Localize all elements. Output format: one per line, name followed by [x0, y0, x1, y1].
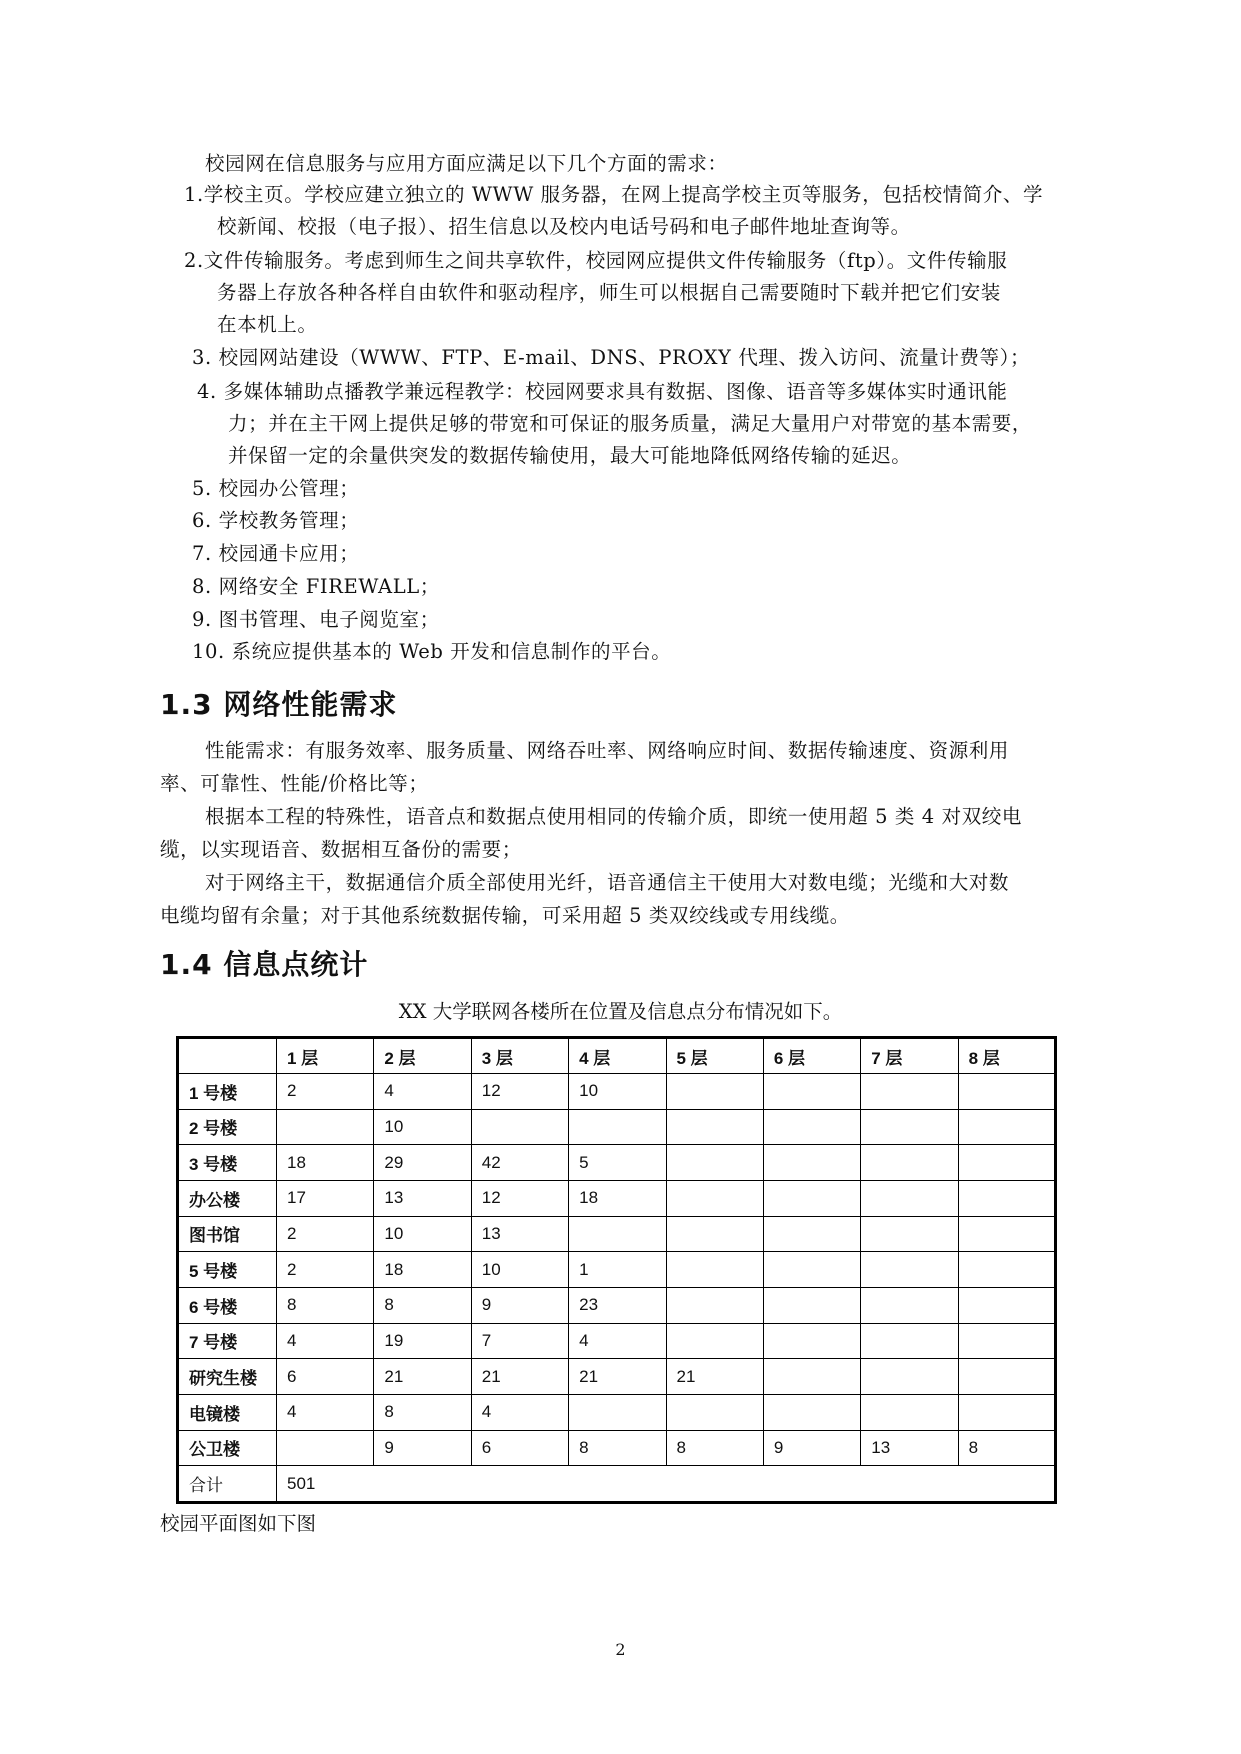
- table-cell: [763, 1074, 860, 1110]
- row-label-cell: 研究生楼: [178, 1359, 277, 1395]
- table-cell: [763, 1359, 860, 1395]
- table-cell: 9: [374, 1430, 471, 1466]
- table-cell: [666, 1394, 763, 1430]
- table-cell: 2: [277, 1252, 374, 1288]
- table-cell: [763, 1109, 860, 1145]
- row-label-cell: 公卫楼: [178, 1430, 277, 1466]
- table-row: [178, 1252, 1056, 1288]
- table-cell: 4: [471, 1394, 568, 1430]
- table-header-cell: 2 层: [374, 1038, 471, 1074]
- table-header-cell: 5 层: [666, 1038, 763, 1074]
- table-cell: [861, 1252, 958, 1288]
- table-cell: [958, 1109, 1055, 1145]
- table-cell: [958, 1394, 1055, 1430]
- list-item-9: 9. 图书管理、电子阅览室；: [192, 608, 440, 631]
- table-cell: [277, 1109, 374, 1145]
- table-row: [178, 1430, 1056, 1466]
- list-item-4-cont: 力；并在主干网上提供足够的带宽和可保证的服务质量，满足大量用户对带宽的基本需要，: [228, 412, 1033, 435]
- table-row: [178, 1145, 1056, 1181]
- table-row: [178, 1109, 1056, 1145]
- row-label-cell: 6 号楼: [178, 1287, 277, 1323]
- table-cell: [861, 1109, 958, 1145]
- table-cell: [471, 1109, 568, 1145]
- row-label-cell: 3 号楼: [178, 1145, 277, 1181]
- table-cell: 12: [471, 1074, 568, 1110]
- table-header-cell: 4 层: [569, 1038, 666, 1074]
- table-row: [178, 1074, 1056, 1110]
- table-cell: 5: [569, 1145, 666, 1181]
- table-cell: [861, 1145, 958, 1181]
- table-cell: [861, 1323, 958, 1359]
- list-item-2: 2.文件传输服务。考虑到师生之间共享软件，校园网应提供文件传输服务（ftp）。文件传输服: [184, 249, 1008, 272]
- table-cell: 8: [277, 1287, 374, 1323]
- paragraph-backbone: 对于网络主干，数据通信介质全部使用光纤，语音通信主干使用大对数电缆；光缆和大对数: [205, 871, 1010, 894]
- table-cell: [958, 1359, 1055, 1395]
- table-header-row: [178, 1038, 1056, 1074]
- list-item-4-cont2: 并保留一定的余量供突发的数据传输使用，最大可能地降低网络传输的延迟。: [228, 444, 912, 467]
- list-item-1-cont: 校新闻、校报（电子报）、招生信息以及校内电话号码和电子邮件地址查询等。: [217, 215, 911, 238]
- table-cell: [763, 1287, 860, 1323]
- table-cell: 6: [471, 1430, 568, 1466]
- list-item-2-cont: 务器上存放各种各样自由软件和驱动程序，师生可以根据自己需要随时下载并把它们安装: [217, 281, 1001, 304]
- table-cell: [666, 1180, 763, 1216]
- table-cell: 10: [374, 1109, 471, 1145]
- table-cell: 21: [666, 1359, 763, 1395]
- row-label-cell: 7 号楼: [178, 1323, 277, 1359]
- table-row: [178, 1180, 1056, 1216]
- page-number: 2: [615, 1640, 626, 1659]
- table-cell: [666, 1074, 763, 1110]
- table-cell: [958, 1252, 1055, 1288]
- table-cell: [666, 1323, 763, 1359]
- section-heading-1-4: 1.4 信息点统计: [160, 948, 369, 981]
- table-cell: [958, 1287, 1055, 1323]
- list-item-4: 4. 多媒体辅助点播教学兼远程教学：校园网要求具有数据、图像、语音等多媒体实时通讯能: [197, 380, 1008, 403]
- table-cell: 21: [569, 1359, 666, 1395]
- table-cell: [958, 1323, 1055, 1359]
- table-cell: [861, 1287, 958, 1323]
- table-row: [178, 1216, 1056, 1252]
- table-cell: [277, 1430, 374, 1466]
- table-cell: 42: [471, 1145, 568, 1181]
- table-cell: [861, 1216, 958, 1252]
- table-row: [178, 1394, 1056, 1430]
- table-cell: [666, 1287, 763, 1323]
- list-item-2-cont2: 在本机上。: [217, 313, 318, 336]
- campus-map-note: 校园平面图如下图: [160, 1512, 317, 1535]
- table-cell: 21: [471, 1359, 568, 1395]
- table-cell: [958, 1180, 1055, 1216]
- table-cell: [861, 1394, 958, 1430]
- section-heading-1-3: 1.3 网络性能需求: [160, 688, 398, 721]
- table-cell: [666, 1109, 763, 1145]
- table-cell: 17: [277, 1180, 374, 1216]
- table-cell: 10: [374, 1216, 471, 1252]
- table-cell: [666, 1252, 763, 1288]
- table-cell: 4: [374, 1074, 471, 1110]
- paragraph-medium-cont: 缆，以实现语音、数据相互备份的需要；: [160, 838, 522, 861]
- table-cell: 13: [374, 1180, 471, 1216]
- table-cell: [861, 1359, 958, 1395]
- table-cell: 1: [569, 1252, 666, 1288]
- table-header-cell: 6 层: [763, 1038, 860, 1074]
- table-cell: [958, 1074, 1055, 1110]
- table-header-cell: 7 层: [861, 1038, 958, 1074]
- table-cell: [569, 1394, 666, 1430]
- list-item-7: 7. 校园通卡应用；: [192, 542, 360, 565]
- paragraph-backbone-cont: 电缆均留有余量；对于其他系统数据传输，可采用超 5 类双绞线或专用线缆。: [160, 904, 850, 927]
- table-cell: [666, 1216, 763, 1252]
- info-point-table: [176, 1036, 1057, 1504]
- list-item-10: 10. 系统应提供基本的 Web 开发和信息制作的平台。: [192, 640, 672, 663]
- table-cell: 13: [471, 1216, 568, 1252]
- list-item-5: 5. 校园办公管理；: [192, 477, 360, 500]
- table-cell: 10: [471, 1252, 568, 1288]
- table-header-cell: 8 层: [958, 1038, 1055, 1074]
- table-cell: [861, 1074, 958, 1110]
- total-value-cell: 501: [277, 1466, 1056, 1503]
- table-cell: [861, 1180, 958, 1216]
- list-item-6: 6. 学校教务管理；: [192, 509, 360, 532]
- table-cell: [763, 1216, 860, 1252]
- table-cell: 6: [277, 1359, 374, 1395]
- table-cell: 8: [374, 1394, 471, 1430]
- row-label-cell: 电镜楼: [178, 1394, 277, 1430]
- table-cell: 9: [763, 1430, 860, 1466]
- list-item-1: 1.学校主页。学校应建立独立的 WWW 服务器，在网上提高学校主页等服务，包括校情简介、学: [184, 183, 1044, 206]
- table-cell: 2: [277, 1216, 374, 1252]
- row-label-cell: 2 号楼: [178, 1109, 277, 1145]
- table-header-cell: 1 层: [277, 1038, 374, 1074]
- row-label-cell: 办公楼: [178, 1180, 277, 1216]
- table-row: [178, 1287, 1056, 1323]
- table-total-row: [178, 1466, 1056, 1503]
- table-cell: 18: [569, 1180, 666, 1216]
- table-cell: [763, 1252, 860, 1288]
- table-cell: 21: [374, 1359, 471, 1395]
- paragraph-medium: 根据本工程的特殊性，语音点和数据点使用相同的传输介质，即统一使用超 5 类 4 对双绞电: [205, 805, 1023, 828]
- list-item-8: 8. 网络安全 FIREWALL；: [192, 575, 440, 598]
- table-cell: 8: [569, 1430, 666, 1466]
- table-row: [178, 1323, 1056, 1359]
- row-label-cell: 5 号楼: [178, 1252, 277, 1288]
- table-cell: 29: [374, 1145, 471, 1181]
- table-cell: [569, 1216, 666, 1252]
- table-cell: [763, 1323, 860, 1359]
- table-cell: [958, 1216, 1055, 1252]
- table-cell: 9: [471, 1287, 568, 1323]
- table-cell: 23: [569, 1287, 666, 1323]
- table-cell: [958, 1145, 1055, 1181]
- table-cell: [763, 1180, 860, 1216]
- intro-lead: 校园网在信息服务与应用方面应满足以下几个方面的需求：: [205, 152, 728, 175]
- table-cell: [569, 1109, 666, 1145]
- table-cell: 8: [666, 1430, 763, 1466]
- table-row: [178, 1359, 1056, 1395]
- table-cell: [763, 1145, 860, 1181]
- table-cell: 4: [569, 1323, 666, 1359]
- list-item-3: 3. 校园网站建设（WWW、FTP、E-mail、DNS、PROXY 代理、拨入访问、流量计费等）；: [192, 346, 1031, 369]
- table-cell: 8: [958, 1430, 1055, 1466]
- table-cell: [666, 1145, 763, 1181]
- table-cell: 4: [277, 1323, 374, 1359]
- table-cell: 8: [374, 1287, 471, 1323]
- table-caption: XX 大学联网各楼所在位置及信息点分布情况如下。: [398, 1000, 843, 1023]
- table-cell: 12: [471, 1180, 568, 1216]
- table-cell: 18: [277, 1145, 374, 1181]
- row-label-cell: 1 号楼: [178, 1074, 277, 1110]
- table-cell: 10: [569, 1074, 666, 1110]
- table-header-cell: 3 层: [471, 1038, 568, 1074]
- table-cell: 19: [374, 1323, 471, 1359]
- table-cell: 13: [861, 1430, 958, 1466]
- table-cell: 4: [277, 1394, 374, 1430]
- table-cell: 7: [471, 1323, 568, 1359]
- table-cell: 2: [277, 1074, 374, 1110]
- table-cell: 18: [374, 1252, 471, 1288]
- table-corner-cell: [178, 1038, 277, 1074]
- total-label-cell: 合计: [178, 1466, 277, 1503]
- table-cell: [763, 1394, 860, 1430]
- paragraph-performance: 性能需求：有服务效率、服务质量、网络吞吐率、网络响应时间、数据传输速度、资源利用: [205, 739, 1010, 762]
- paragraph-performance-cont: 率、可靠性、性能/价格比等；: [160, 772, 429, 795]
- row-label-cell: 图书馆: [178, 1216, 277, 1252]
